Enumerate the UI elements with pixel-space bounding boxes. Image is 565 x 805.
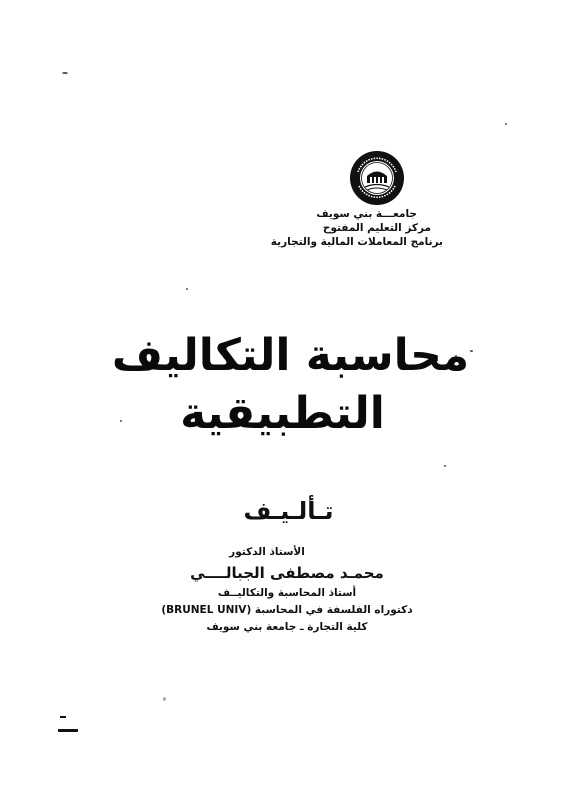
book-title-line-1: محاسبة التكاليف	[111, 330, 470, 381]
scan-edge-mark	[58, 729, 78, 732]
scan-speck	[163, 697, 166, 701]
scan-speck	[505, 123, 507, 125]
author-college: كلية التجارة ـ جامعة بني سويف	[206, 621, 368, 633]
author-degree: دكتوراه الفلسفة في المحاسبة (BRUNEL UNIV)	[161, 604, 413, 616]
program-name: برنامج المعاملات المالية والتجارية	[270, 236, 443, 248]
scan-speck	[62, 72, 68, 74]
university-name: جامعـــة بني سويف	[316, 208, 417, 220]
authorship-label: تـألـيـف	[243, 497, 334, 525]
author-name: محمـد مصطفى الجبالــــي	[190, 564, 384, 582]
scan-speck	[186, 288, 188, 290]
center-name: مركز التعليم المفتوح	[322, 222, 431, 234]
institution-block	[243, 207, 443, 249]
book-title-line-2: التطبيقية	[180, 388, 385, 439]
author-position: أستاذ المحاسبة والتكاليــف	[217, 587, 357, 599]
university-seal-icon	[349, 150, 405, 206]
scan-edge-mark	[60, 716, 66, 718]
author-block	[157, 544, 417, 635]
scan-speck	[444, 465, 446, 467]
author-academic-title: الأستاذ الدكتور	[229, 546, 305, 558]
